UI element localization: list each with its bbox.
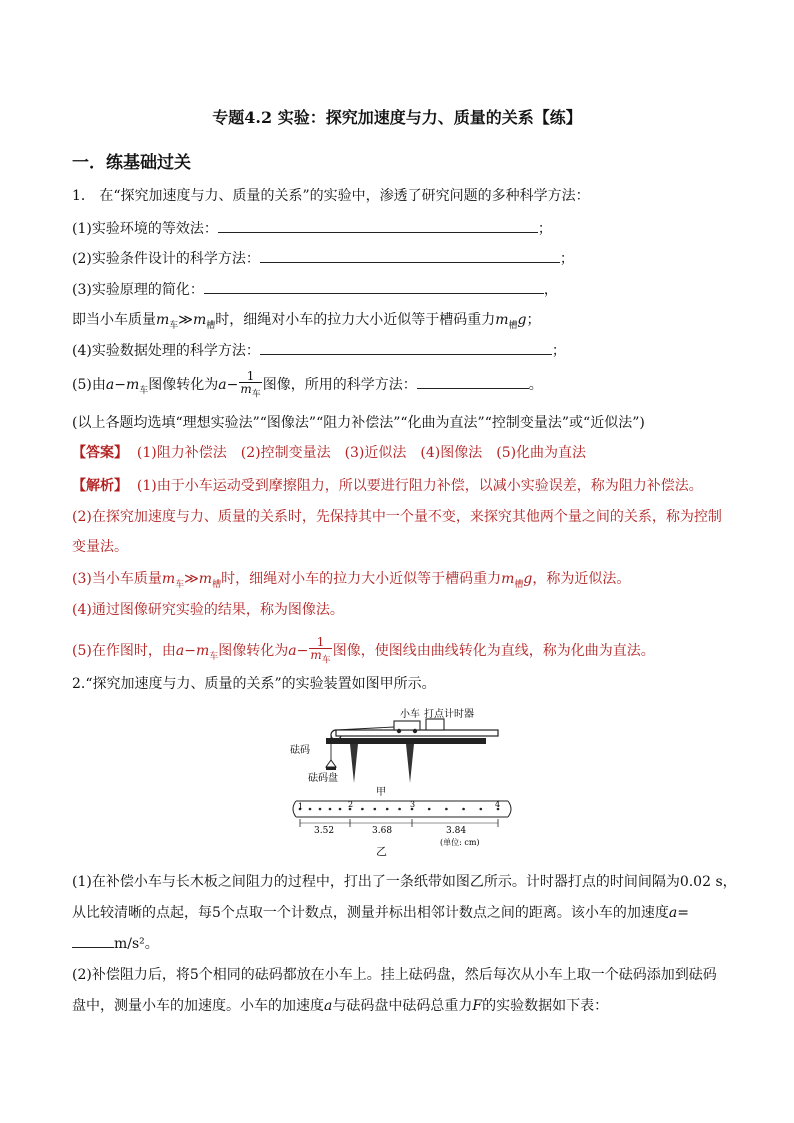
figure-b-caption: 乙 bbox=[376, 845, 387, 858]
tape-dot bbox=[398, 808, 401, 811]
table-top bbox=[326, 738, 486, 744]
table-leg-left bbox=[350, 744, 358, 783]
apparatus-figure bbox=[288, 705, 518, 859]
q1-part3-condition: 即当小车质量$m_车≫m_槽$时，细绳对小车的拉力大小近似等于槽码重力$m_槽g$； bbox=[72, 312, 541, 331]
q1-part4: (4)实验数据处理的科学方法： ； bbox=[72, 340, 566, 361]
q2-part2-line2: 盘中，测量小车的加速度。小车的加速度a与砝码盘中砝码总重力F的实验数据如下表： bbox=[72, 998, 609, 1014]
tape-dot bbox=[309, 808, 312, 811]
timer-label: 打点计时器 bbox=[424, 709, 474, 720]
answer-blank[interactable] bbox=[260, 340, 552, 355]
point-label: 1 bbox=[298, 802, 304, 811]
tape-dot bbox=[329, 808, 332, 811]
fraction: $\frac{1}{m_车}$ bbox=[310, 635, 331, 666]
q1-part5: (5)由$a-m_车$图像转化为a− $\frac{1}{m_车}$ 图像，所用的科学方法： 。 bbox=[72, 369, 543, 400]
timer bbox=[426, 719, 444, 730]
tape-dot bbox=[428, 808, 431, 811]
weight-label: 砝码 bbox=[290, 745, 310, 756]
point-label: 3 bbox=[410, 800, 416, 809]
q1-part2: (2)实验条件设计的科学方法： ； bbox=[72, 248, 574, 269]
answer-blank[interactable] bbox=[260, 248, 560, 263]
distance-label: 3.52 bbox=[314, 826, 335, 836]
weight-pan bbox=[326, 760, 336, 767]
section-heading: 一．练基础过关 bbox=[72, 153, 191, 173]
tape-dot bbox=[386, 808, 389, 811]
analysis-line-2: (2)在探究加速度与力、质量的关系时，先保持其中一个量不变，来探究其他两个量之间的关系，称为控制 bbox=[72, 509, 722, 525]
answer-blank[interactable] bbox=[204, 279, 544, 294]
tape-dot bbox=[462, 808, 465, 811]
q1-options-note: (以上各题均选填“理想实验法”“图像法”“阻力补偿法”“化曲为直法”“控制变量法”或“近似法”) bbox=[72, 415, 645, 431]
q1-part1: (1)实验环境的等效法： ； bbox=[72, 218, 552, 239]
q2-stem: 2.“探究加速度与力、质量的关系”的实验装置如图甲所示。 bbox=[72, 676, 436, 692]
figure-a-caption: 甲 bbox=[376, 787, 386, 798]
page-title: 专题4.2 实验：探究加速度与力、质量的关系【练】 bbox=[212, 108, 582, 127]
answer-blank[interactable] bbox=[417, 374, 529, 389]
apparatus-diagram bbox=[288, 705, 518, 855]
analysis-tag: 【解析】 bbox=[72, 478, 128, 494]
table-leg-right bbox=[406, 744, 414, 783]
q2-part1-line2: 从比较清晰的点起，每5个点取一个计数点，测量并标出相邻计数点之间的距离。该小车的加速度a= bbox=[72, 905, 689, 921]
point-label: 2 bbox=[348, 800, 354, 809]
analysis-line-3: (3)当小车质量$m_车≫m_槽$时，细绳对小车的拉力大小近似等于槽码重力$m_槽g$，称为近似法。 bbox=[72, 571, 631, 590]
cart bbox=[394, 721, 420, 730]
tape-dot bbox=[339, 808, 342, 811]
q2-part1-line1: (1)在补偿小车与长木板之间阻力的过程中，打出了一条纸带如图乙所示。计时器打点的时间间隔为0.02 s， bbox=[72, 874, 737, 890]
q1-stem: 1． 在“探究加速度与力、质量的关系”的实验中，渗透了研究问题的多种科学方法： bbox=[72, 188, 590, 204]
distance-label: 3.84 bbox=[446, 826, 467, 836]
tape-dot bbox=[480, 808, 483, 811]
answer-blank[interactable] bbox=[218, 218, 538, 233]
tape-dots bbox=[299, 808, 500, 811]
q2-part2-line1: (2)补偿阻力后，将5个相同的砝码都放在小车上。挂上砝码盘，然后每次从小车上取一个砝码添加到砝码 bbox=[72, 967, 717, 983]
answer-line: 【答案】 (1)阻力补偿法 (2)控制变量法 (3)近似法 (4)图像法 (5)化曲为直法 bbox=[72, 445, 587, 461]
analysis-line-2b: 变量法。 bbox=[72, 539, 128, 555]
tape-dot bbox=[374, 808, 377, 811]
analysis-line-1: 【解析】 (1)由于小车运动受到摩擦阻力，所以要进行阻力补偿，以减小实验误差，称为阻力补偿法。 bbox=[72, 478, 703, 494]
pan-label: 砝码盘 bbox=[308, 773, 338, 784]
q2-part1-line3: m/s²。 bbox=[72, 933, 159, 954]
q1-part3: (3)实验原理的简化： ， bbox=[72, 279, 558, 300]
analysis-line-5: (5)在作图时，由$a-m_车$图像转化为a− $\frac{1}{m_车}$ 图像，使图线由曲线转化为直线，称为化曲为直法。 bbox=[72, 635, 655, 666]
car-label: 小车 bbox=[400, 709, 420, 720]
analysis-line-4: (4)通过图像研究实验的结果，称为图像法。 bbox=[72, 602, 344, 618]
tape-dot bbox=[361, 808, 364, 811]
unit-label: (单位: cm) bbox=[440, 838, 480, 847]
tape-dot bbox=[319, 808, 322, 811]
answer-tag: 【答案】 bbox=[72, 445, 128, 461]
tape-dot bbox=[445, 808, 448, 811]
fraction: $\frac{1}{m_车}$ bbox=[240, 369, 261, 400]
answer-blank[interactable] bbox=[72, 933, 114, 948]
point-label: 4 bbox=[495, 800, 501, 809]
distance-label: 3.68 bbox=[372, 826, 393, 836]
